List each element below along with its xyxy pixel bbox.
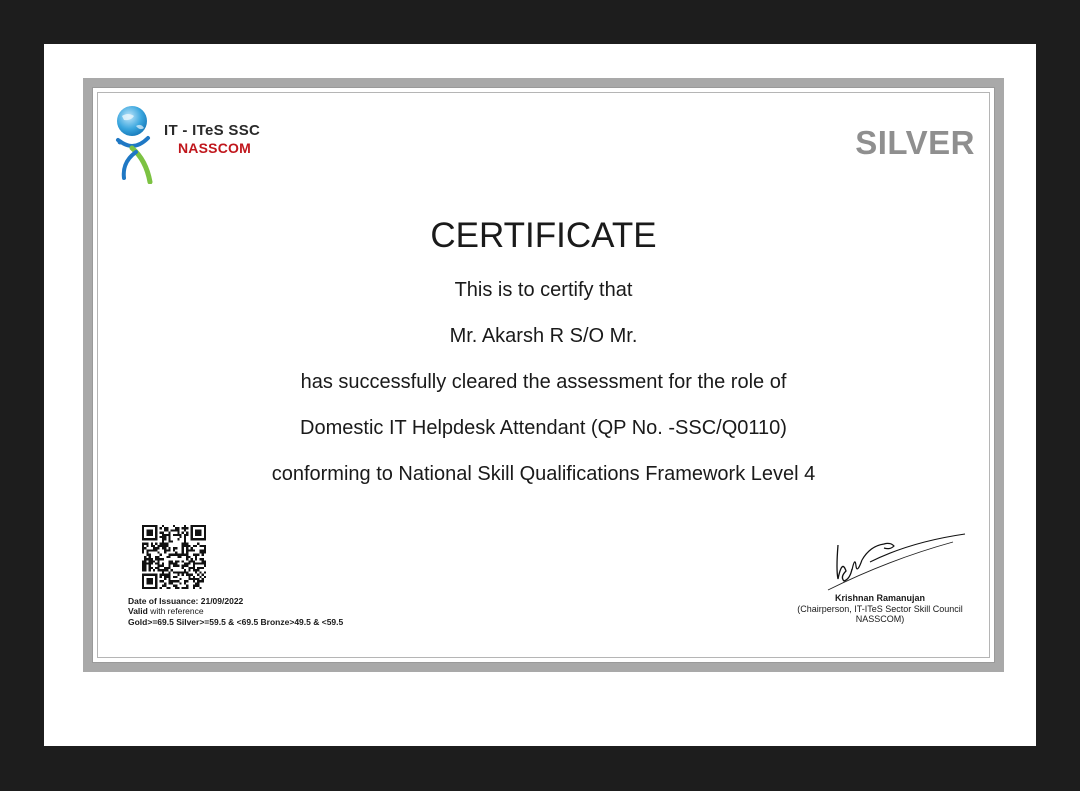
signatory-org: NASSCOM) (855, 614, 905, 624)
issuance-date: Date of Issuance: 21/09/2022 (128, 596, 244, 606)
nsqf-level: conforming to National Skill Qualifications Framework Level 4 (271, 463, 816, 485)
issuer-org: NASSCOM (178, 140, 251, 156)
handwritten-signature-icon (818, 530, 968, 600)
globe-person-logo-icon (114, 104, 160, 184)
validity-note: Valid with reference (128, 606, 204, 616)
job-role: Domestic IT Helpdesk Attendant (QP No. -SSC/Q0110) (300, 417, 787, 439)
tier-badge: SILVER (855, 124, 975, 161)
certify-intro: This is to certify that (454, 279, 633, 301)
recipient-name: Mr. Akarsh R S/O Mr. (449, 325, 638, 347)
issuer-name: IT - ITeS SSC (164, 122, 261, 139)
assessment-statement: has successfully cleared the assessment for the role of (300, 371, 787, 393)
signatory-role: (Chairperson, IT-ITeS Sector Skill Council (797, 604, 963, 614)
certificate-title: CERTIFICATE (430, 216, 657, 255)
qr-code-icon (142, 525, 206, 589)
grade-scale: Gold>=69.5 Silver>=59.5 & <69.5 Bronze>49.5 & <59.5 (128, 617, 344, 627)
signatory-name: Krishnan Ramanujan (834, 593, 926, 603)
